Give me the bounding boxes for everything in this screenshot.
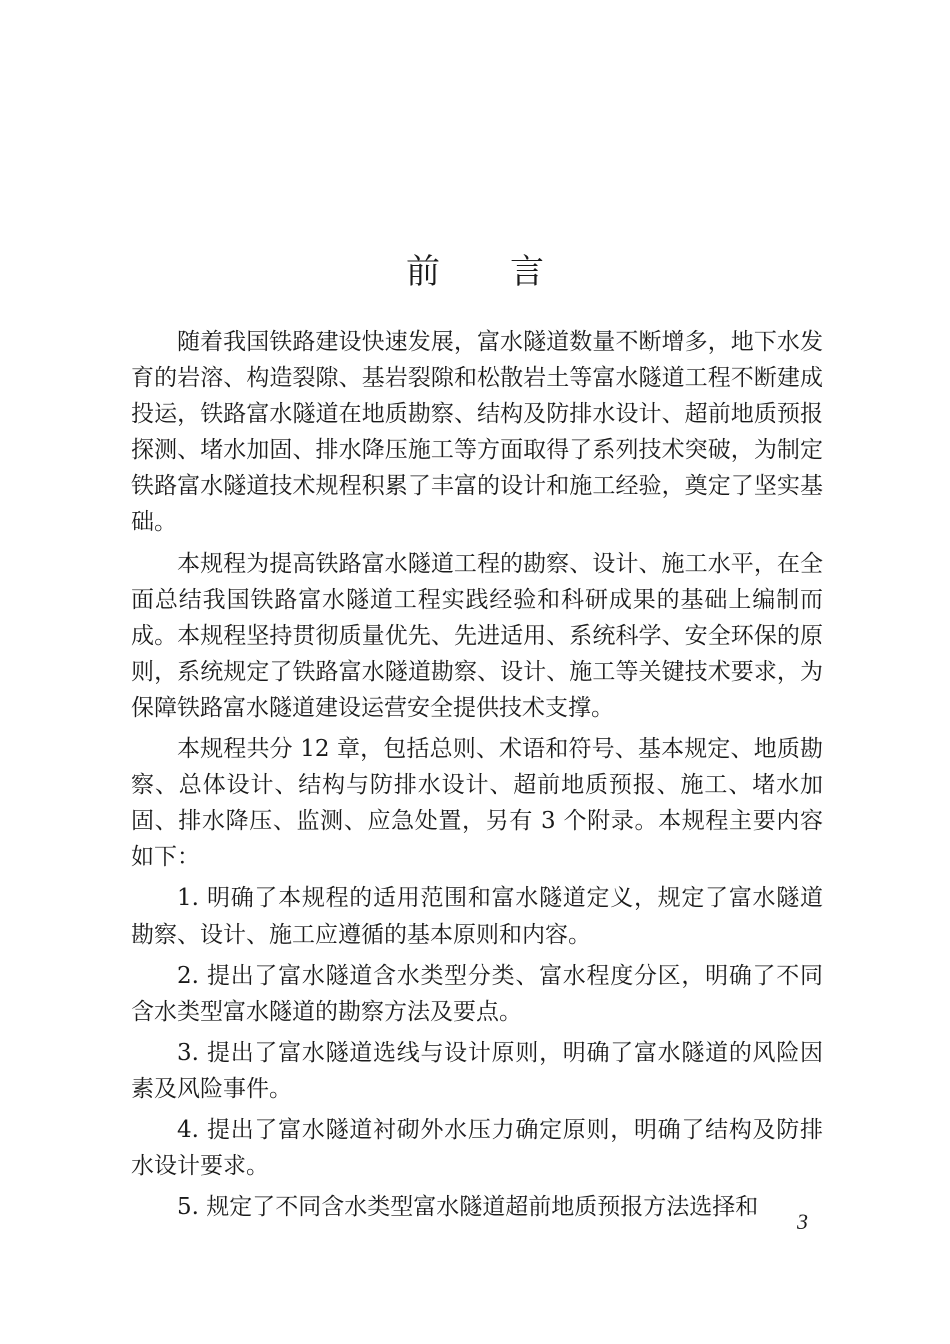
paragraph-item-3: 3. 提出了富水隧道选线与设计原则，明确了富水隧道的风险因素及风险事件。: [131, 1039, 823, 1102]
paragraph-item-5: 5. 规定了不同含水类型富水隧道超前地质预报方法选择和: [177, 1194, 759, 1221]
paragraph-purpose: 本规程为提高铁路富水隧道工程的勘察、设计、施工水平，在全面总结我国铁路富水隧道工程实践经验和科研成果的基础上编制而成。本规程坚持贯彻质量优先、先进适用、系统科学、安全环保的原则，系统规定了铁路富水隧道勘察、设计、施工等关键技术要求，为保障铁路富水隧道建设运营安全提供技术支撑。: [131, 550, 823, 721]
preface-body: [131, 324, 823, 1230]
paragraph-item-2: 2. 提出了富水隧道含水类型分类、富水程度分区，明确了不同含水类型富水隧道的勘察方法及要点。: [131, 962, 823, 1025]
page-title: 前言: [406, 252, 614, 292]
paragraph-item-4: 4. 提出了富水隧道衬砌外水压力确定原则，明确了结构及防排水设计要求。: [131, 1116, 823, 1180]
paragraph-item-1: 1. 明确了本规程的适用范围和富水隧道定义，规定了富水隧道勘察、设计、施工应遵循的基本原则和内容。: [131, 885, 823, 948]
page-number: 3: [797, 1209, 808, 1234]
paragraph-intro: 随着我国铁路建设快速发展，富水隧道数量不断增多，地下水发育的岩溶、构造裂隙、基岩裂隙和松散岩土等富水隧道工程不断建成投运，铁路富水隧道在地质勘察、结构及防排水设计、超前地质预报探测、堵水加固、排水降压施工等方面取得了系列技术突破，为制定铁路富水隧道技术规程积累了丰富的设计和施工经验，奠定了坚实基础。: [131, 329, 823, 536]
paragraph-structure: 本规程共分 12 章，包括总则、术语和符号、基本规定、地质勘察、总体设计、结构与防排水设计、超前地质预报、施工、堵水加固、排水降压、监测、应急处置，另有 3 个附录。本规程主要内容如下：: [131, 736, 823, 871]
